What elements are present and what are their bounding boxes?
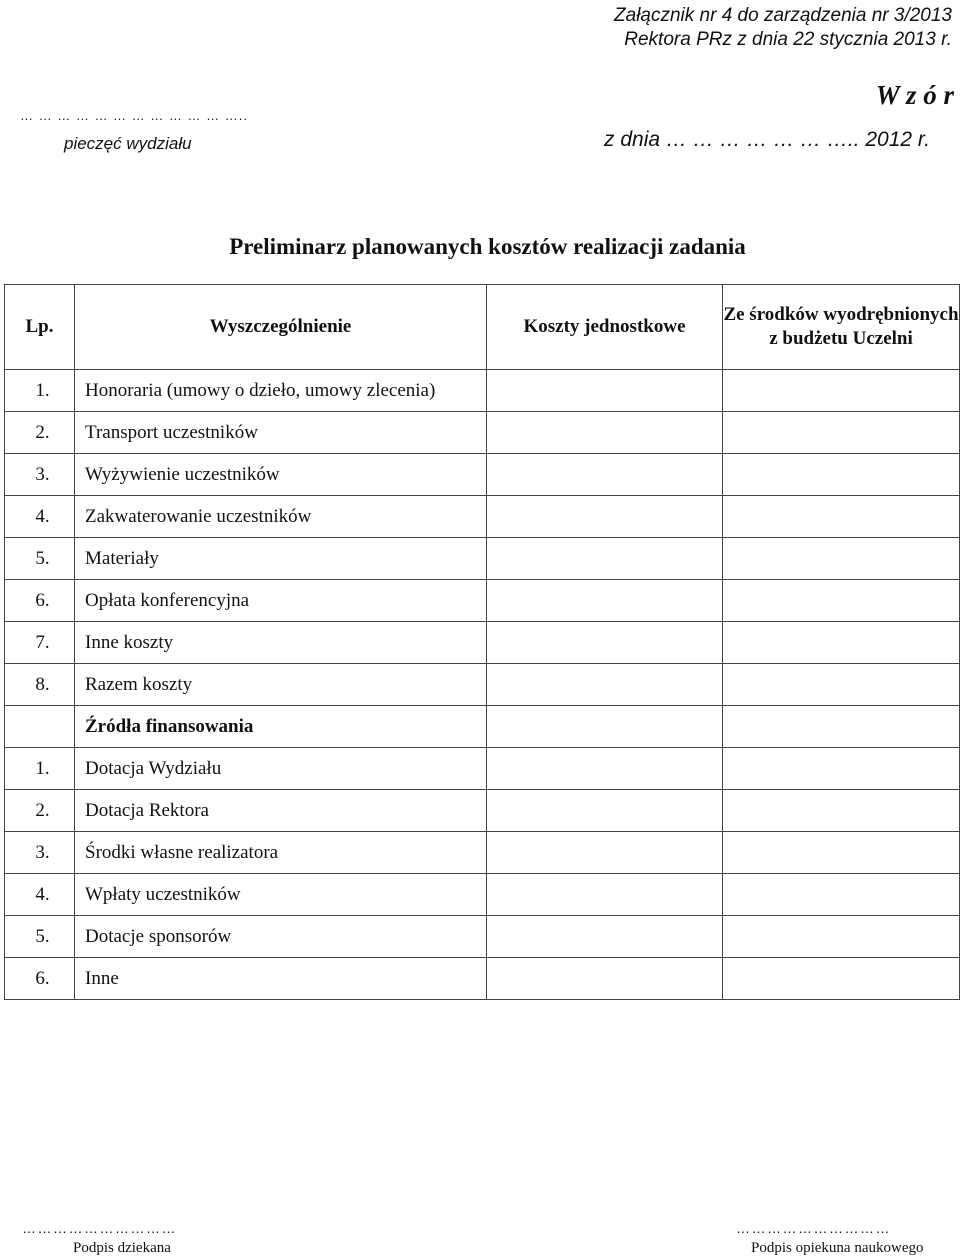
unit-cost-cell[interactable]	[487, 454, 723, 496]
row-number: 6.	[5, 580, 75, 622]
unit-cost-cell[interactable]	[487, 580, 723, 622]
table-row	[5, 538, 960, 580]
table-row	[5, 412, 960, 454]
row-label: Wpłaty uczestników	[75, 874, 487, 916]
dean-signature-label: Podpis dziekana	[73, 1240, 171, 1256]
unit-cost-cell[interactable]	[487, 538, 723, 580]
template-mark: W z ó r	[875, 80, 954, 110]
empty-cell	[5, 706, 75, 748]
header-lp: Lp.	[5, 285, 75, 370]
unit-cost-cell[interactable]	[487, 958, 723, 1000]
supervisor-signature-line: …………………………	[736, 1220, 891, 1236]
row-label: Opłata konferencyjna	[75, 580, 487, 622]
row-label: Wyżywienie uczestników	[75, 454, 487, 496]
table-row	[5, 454, 960, 496]
table-row	[5, 496, 960, 538]
table-row	[5, 916, 960, 958]
university-funds-cell[interactable]	[723, 748, 960, 790]
university-funds-cell[interactable]	[723, 496, 960, 538]
university-funds-cell[interactable]	[723, 958, 960, 1000]
university-funds-cell[interactable]	[723, 706, 960, 748]
row-label: Środki własne realizatora	[75, 832, 487, 874]
table-row	[5, 790, 960, 832]
unit-cost-cell[interactable]	[487, 790, 723, 832]
row-number: 1.	[5, 748, 75, 790]
university-funds-cell[interactable]	[723, 580, 960, 622]
row-label: Dotacja Wydziału	[75, 748, 487, 790]
row-label: Honoraria (umowy o dzieło, umowy zlecenia)	[75, 370, 487, 412]
table-row	[5, 664, 960, 706]
row-label: Dotacje sponsorów	[75, 916, 487, 958]
row-number: 3.	[5, 454, 75, 496]
row-number: 4.	[5, 874, 75, 916]
unit-cost-cell[interactable]	[487, 748, 723, 790]
table-row	[5, 370, 960, 412]
annex-line-2: Rektora PRz z dnia 22 stycznia 2013 r.	[624, 29, 952, 50]
row-number: 3.	[5, 832, 75, 874]
header-university-funds: Ze środków wyodrębnionych z budżetu Uczelni	[723, 285, 960, 370]
unit-cost-cell[interactable]	[487, 706, 723, 748]
unit-cost-cell[interactable]	[487, 664, 723, 706]
university-funds-cell[interactable]	[723, 916, 960, 958]
unit-cost-cell[interactable]	[487, 874, 723, 916]
university-funds-cell[interactable]	[723, 454, 960, 496]
row-number: 2.	[5, 790, 75, 832]
row-number: 4.	[5, 496, 75, 538]
table-row	[5, 580, 960, 622]
university-funds-cell[interactable]	[723, 370, 960, 412]
supervisor-signature-label: Podpis opiekuna naukowego	[751, 1240, 924, 1256]
row-number: 2.	[5, 412, 75, 454]
annex-line-1: Załącznik nr 4 do zarządzenia nr 3/2013	[614, 5, 952, 26]
unit-cost-cell[interactable]	[487, 412, 723, 454]
university-funds-cell[interactable]	[723, 622, 960, 664]
table-row	[5, 874, 960, 916]
row-number: 5.	[5, 916, 75, 958]
header-item: Wyszczególnienie	[75, 285, 487, 370]
header-unit-cost: Koszty jednostkowe	[487, 285, 723, 370]
row-label: Razem koszty	[75, 664, 487, 706]
university-funds-cell[interactable]	[723, 790, 960, 832]
table-row	[5, 748, 960, 790]
unit-cost-cell[interactable]	[487, 832, 723, 874]
funding-section-row	[5, 706, 960, 748]
annex-reference	[614, 4, 952, 52]
university-funds-cell[interactable]	[723, 874, 960, 916]
document-title: Preliminarz planowanych kosztów realizacji zadania	[229, 234, 746, 259]
university-funds-cell[interactable]	[723, 412, 960, 454]
funding-section-title: Źródła finansowania	[75, 706, 487, 748]
table-row	[5, 958, 960, 1000]
university-funds-cell[interactable]	[723, 832, 960, 874]
row-label: Zakwaterowanie uczestników	[75, 496, 487, 538]
row-number: 5.	[5, 538, 75, 580]
cost-table	[4, 284, 960, 1000]
unit-cost-cell[interactable]	[487, 622, 723, 664]
table-row	[5, 622, 960, 664]
table-row	[5, 832, 960, 874]
row-number: 8.	[5, 664, 75, 706]
unit-cost-cell[interactable]	[487, 916, 723, 958]
row-label: Inne koszty	[75, 622, 487, 664]
row-number: 6.	[5, 958, 75, 1000]
row-label: Dotacja Rektora	[75, 790, 487, 832]
row-label: Materiały	[75, 538, 487, 580]
date-line: z dnia … … … … … … ….. 2012 r.	[604, 128, 930, 151]
row-number: 1.	[5, 370, 75, 412]
table-header-row	[5, 285, 960, 370]
unit-cost-cell[interactable]	[487, 370, 723, 412]
dean-signature-line: …………………………	[22, 1220, 177, 1236]
row-label: Inne	[75, 958, 487, 1000]
stamp-label: pieczęć wydziału	[64, 134, 192, 153]
university-funds-cell[interactable]	[723, 664, 960, 706]
university-funds-cell[interactable]	[723, 538, 960, 580]
unit-cost-cell[interactable]	[487, 496, 723, 538]
row-label: Transport uczestników	[75, 412, 487, 454]
row-number: 7.	[5, 622, 75, 664]
stamp-placeholder: … … … … … … … … … … … …..	[20, 108, 248, 123]
